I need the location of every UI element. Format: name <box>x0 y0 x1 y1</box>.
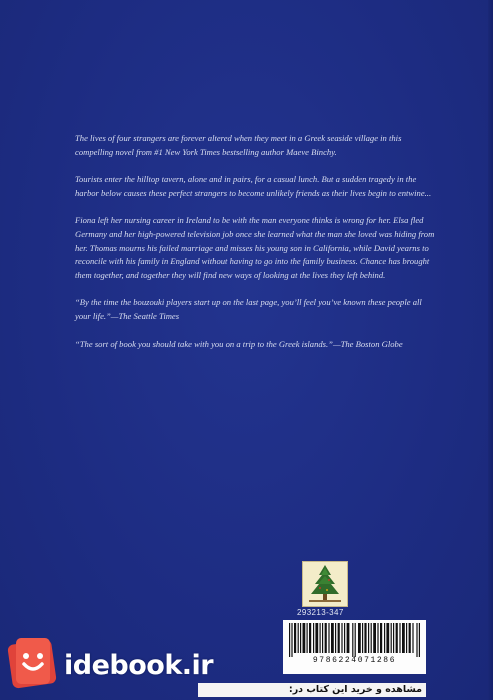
barcode-bars <box>289 623 420 657</box>
review-quote-1: “By the time the bouzouki players start up on the last page, you’ll feel you’ve known these people all your life.”—The Seattle Times <box>75 297 422 321</box>
idebook-site-name: idebook.ir <box>64 650 214 681</box>
blurb-text <box>75 132 435 365</box>
idebook-logo-icon <box>4 634 62 692</box>
review-quote-2: “The sort of book you should take with you on a trip to the Greek islands.”—The Boston Globe <box>75 338 403 349</box>
blurb-paragraph-1: The lives of four strangers are forever altered when they meet in a Greek seaside village in this compelling novel from #1 New York Times bestselling author Maeve Binchy. <box>75 133 402 157</box>
cover-edge <box>488 0 493 700</box>
tree-icon <box>303 562 347 606</box>
watermark-persian-label: مشاهده و خرید این کتاب در: <box>198 683 426 697</box>
idebook-watermark[interactable] <box>0 628 214 700</box>
blurb-paragraph-3: Fiona left her nursing career in Ireland to be with the man everyone thinks is wrong for her. Elsa fled Germany and her high-powered television job once she learned what the man she loved was hiding from her. Thomas mourns his failed marriage and misses his young son in California, while David yearns to reconcile with his family in England without having to go into the family business. Chance has brought them together, and together they will find new ways of looking at the lives they left behind. <box>75 215 435 280</box>
barcode-digits: 9786224071286 <box>312 656 397 665</box>
isbn-barcode <box>283 620 426 674</box>
blurb-paragraph-2: Tourists enter the hilltop tavern, alone and in pairs, for a casual lunch. But a sudden tragedy in the harbor below causes these perfect strangers to become unlikely friends as their lives begin to entwine... <box>75 174 432 198</box>
catalog-number: 293213-347 <box>297 608 344 617</box>
publisher-tree-logo <box>302 561 348 607</box>
